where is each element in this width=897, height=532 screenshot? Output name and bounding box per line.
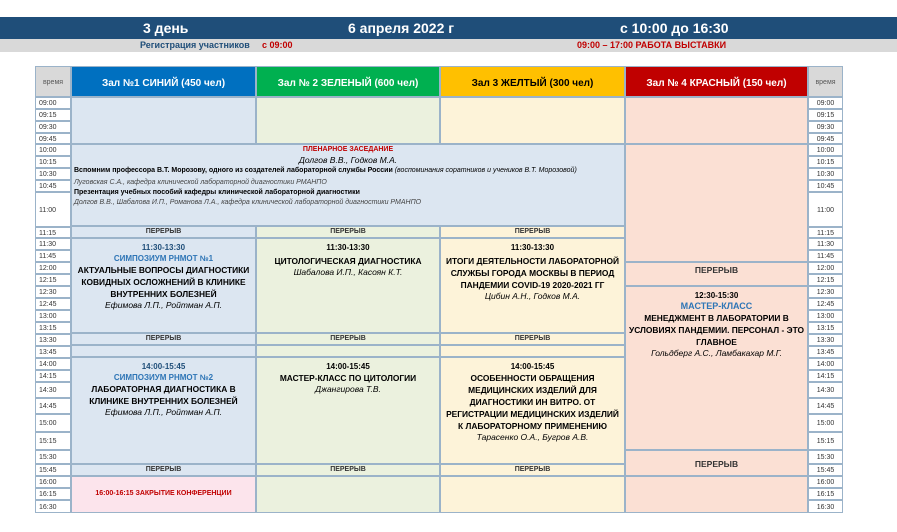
plenary-title: ПЛЕНАРНОЕ ЗАСЕДАНИЕ [302,146,394,153]
time-cell-right: 13:30 [808,334,843,346]
time-cell-left: 15:15 [35,432,71,450]
time-cell-left: 16:00 [35,476,71,488]
hall2-s2-authors: Джангирова Т.В. [315,384,381,394]
time-cell-left: 13:45 [35,346,71,358]
time-cell-right: 11:45 [808,250,843,262]
time-header-right: время [808,66,843,97]
time-cell-left: 15:45 [35,464,71,476]
hall4-break-2: ПЕРЕРЫВ [625,450,808,476]
time-cell-right: 16:30 [808,500,843,513]
time-cell-left: 10:45 [35,180,71,192]
time-cell-left: 13:15 [35,322,71,334]
time-cell-right: 15:00 [808,414,843,432]
time-cell-right: 10:30 [808,168,843,180]
hall4-m-name: МАСТЕР-КЛАСС [680,301,753,311]
time-cell-right: 12:30 [808,286,843,298]
hall4-master-class [625,286,808,450]
time-cell-left: 13:00 [35,310,71,322]
hall3-break-2: ПЕРЕРЫВ [440,333,625,345]
hall1-s2-title: ЛАБОРАТОРНАЯ ДИАГНОСТИКА В КЛИНИКЕ ВНУТРЕННИХ БОЛЕЗНЕЙ [89,384,238,406]
time-cell-right: 09:30 [808,121,843,133]
time-cell-left: 12:15 [35,274,71,286]
time-cell-left: 09:45 [35,133,71,144]
time-cell-right: 16:15 [808,488,843,500]
time-cell-right: 11:30 [808,238,843,250]
time-cell-right: 14:00 [808,358,843,370]
time-cell-left: 15:30 [35,450,71,464]
registration-time: с 09:00 [262,40,293,50]
time-cell-right: 15:30 [808,450,843,464]
time-cell-right: 13:45 [808,346,843,358]
plenary-talk1-bold: Вспомним профессора В.Т. Морозову, одного из создателей лабораторной службы России [74,167,393,174]
hall3-break-3: ПЕРЕРЫВ [440,464,625,476]
time-cell-right: 11:00 [808,192,843,227]
hall4-morning-empty [625,97,808,144]
time-cell-left: 10:00 [35,144,71,156]
exhibition-label: 09:00 – 17:00 РАБОТА ВЫСТАВКИ [577,40,727,50]
time-cell-right: 12:00 [808,262,843,274]
hall3-morning-empty [440,97,625,144]
hall4-m-title: МЕНЕДЖМЕНТ В ЛАБОРАТОРИИ В УСЛОВИЯХ ПАНДЕМИИ. ПЕРСОНАЛ - ЭТО ГЛАВНОЕ [628,313,804,347]
hall2-session-2 [256,357,440,464]
hall3-session-1 [440,238,625,333]
hall3-end-empty [440,476,625,513]
hall2-break-1: ПЕРЕРЫВ [256,226,440,238]
plenary-talk1-authors: Луговская С.А., кафедра клинической лабораторной диагностики РМАНПО [74,179,327,186]
hall4-end-empty [625,476,808,513]
time-cell-right: 12:15 [808,274,843,286]
hall2-s2-time: 14:00-15:45 [326,362,370,371]
hall1-gap [71,345,256,357]
time-cell-left: 09:30 [35,121,71,133]
plenary-talk2-authors: Долгов В.В., Шабалова И.П., Романова Л.А., кафедра клинической лабораторной диагностики РМАНПО [74,199,422,206]
plenary-authors: Долгов В.В., Годков М.А. [298,155,398,165]
hall1-symposium-2 [71,357,256,464]
plenary-talk1-rest: (воспоминания соратников и учеников В.Т. Морозовой) [394,167,577,174]
time-cell-left: 10:15 [35,156,71,168]
hall2-morning-empty [256,97,440,144]
time-cell-left: 16:15 [35,488,71,500]
hall1-break-2: ПЕРЕРЫВ [71,333,256,345]
time-cell-left: 13:30 [35,334,71,346]
hall3-s1-time: 11:30-13:30 [510,243,555,252]
hall1-symposium-1 [71,238,256,333]
hall1-morning-empty [71,97,256,144]
hall1-s1-name: СИМПОЗИУМ РНМОТ №1 [113,254,214,263]
time-cell-left: 14:30 [35,382,71,398]
hall3-header: Зал 3 ЖЕЛТЫЙ (300 чел) [440,66,625,97]
time-cell-right: 12:45 [808,298,843,310]
time-cell-right: 10:00 [808,144,843,156]
hall3-gap [440,345,625,357]
time-cell-right: 09:15 [808,109,843,121]
time-cell-left: 12:30 [35,286,71,298]
time-cell-left: 16:30 [35,500,71,513]
hall1-header: Зал №1 СИНИЙ (450 чел) [71,66,256,97]
registration-label: Регистрация участников [140,40,250,50]
time-cell-right: 14:45 [808,398,843,414]
time-cell-left: 11:45 [35,250,71,262]
hall3-s2-authors: Тарасенко О.А., Бугров А.В. [476,432,589,442]
hall2-break-3: ПЕРЕРЫВ [256,464,440,476]
time-cell-right: 10:15 [808,156,843,168]
sub-banner [0,39,897,52]
time-cell-right: 14:15 [808,370,843,382]
time-cell-left: 15:00 [35,414,71,432]
time-cell-left: 11:30 [35,238,71,250]
hall4-empty-1 [625,144,808,262]
time-cell-left: 09:15 [35,109,71,121]
date-label: 6 апреля 2022 г [348,20,455,36]
schedule-grid [35,66,843,513]
hall1-s1-authors: Ефимова Л.П., Ройтман А.П. [105,300,222,310]
hall1-s2-authors: Ефимова Л.П., Ройтман А.П. [105,407,222,417]
time-header-left: время [35,66,71,97]
time-cell-left: 14:15 [35,370,71,382]
time-cell-right: 16:00 [808,476,843,488]
time-cell-left: 11:00 [35,192,71,227]
hall2-gap [256,345,440,357]
hall2-header: Зал № 2 ЗЕЛЕНЫЙ (600 чел) [256,66,440,97]
day-label: 3 день [143,20,189,36]
hall3-s2-time: 14:00-15:45 [510,362,555,371]
hall1-break-3: ПЕРЕРЫВ [71,464,256,476]
hours-label: с 10:00 до 16:30 [620,20,729,36]
time-cell-left: 14:00 [35,358,71,370]
time-cell-left: 14:45 [35,398,71,414]
time-cell-left: 12:00 [35,262,71,274]
hall4-header: Зал № 4 КРАСНЫЙ (150 чел) [625,66,808,97]
hall3-break-1: ПЕРЕРЫВ [440,226,625,238]
hall2-end-empty [256,476,440,513]
time-cell-left: 12:45 [35,298,71,310]
plenary-session [71,144,625,226]
time-cell-right: 10:45 [808,180,843,192]
time-cell-right: 15:45 [808,464,843,476]
time-cell-right: 09:45 [808,133,843,144]
time-cell-right: 09:00 [808,97,843,109]
hall2-break-2: ПЕРЕРЫВ [256,333,440,345]
hall1-closing: 16:00-16:15 ЗАКРЫТИЕ КОНФЕРЕНЦИИ [71,476,256,513]
hall2-session-1 [256,238,440,333]
hall2-s2-title: МАСТЕР-КЛАСС ПО ЦИТОЛОГИИ [279,373,417,383]
hall4-m-time: 12:30-15:30 [694,291,739,300]
hall3-session-2 [440,357,625,464]
time-cell-right: 14:30 [808,382,843,398]
hall1-s1-time: 11:30-13:30 [141,243,186,252]
hall2-s1-time: 11:30-13:30 [326,243,370,252]
day-banner [0,17,897,39]
plenary-talk2: Презентация учебных пособий кафедры клинической лабораторной диагностики [74,189,360,196]
time-cell-right: 11:15 [808,227,843,238]
hall3-s2-title: ОСОБЕННОСТИ ОБРАЩЕНИЯ МЕДИЦИНСКИХ ИЗДЕЛИЙ ДЛЯ ДИАГНОСТИКИ ИН ВИТРО. ОТ РЕГИСТРАЦИИ МЕДИЦИНСКИХ ИЗДЕЛИЙ К ЛАБОРАТОРНОМУ ПРИМЕНЕНИЮ [446,373,619,431]
hall2-s1-authors: Шабалова И.П., Касоян К.Т. [293,267,403,277]
hall2-s1-title: ЦИТОЛОГИЧЕСКАЯ ДИАГНОСТИКА [274,256,422,266]
time-cell-left: 10:30 [35,168,71,180]
time-cell-right: 13:15 [808,322,843,334]
hall3-s1-title: ИТОГИ ДЕЯТЕЛЬНОСТИ ЛАБОРАТОРНОЙ СЛУЖБЫ ГОРОДА МОСКВЫ В ПЕРИОД ПАНДЕМИИ COVID-19 2020-2021 ГГ [445,256,620,290]
hall3-s1-authors: Цибин А.Н., Годков М.А. [484,291,581,301]
time-cell-left: 09:00 [35,97,71,109]
hall1-break-1: ПЕРЕРЫВ [71,226,256,238]
hall4-break-1: ПЕРЕРЫВ [625,262,808,286]
hall4-m-authors: Гольдберг А.С., Ламбакахар М.Г. [651,348,782,358]
hall1-s2-name: СИМПОЗИУМ РНМОТ №2 [113,373,214,382]
hall1-s2-time: 14:00-15:45 [141,362,186,371]
time-cell-right: 13:00 [808,310,843,322]
hall1-s1-title: АКТУАЛЬНЫЕ ВОПРОСЫ ДИАГНОСТИКИ КОВИДНЫХ ОСЛОЖНЕНИЙ В КЛИНИКЕ ВНУТРЕННИХ БОЛЕЗНЕЙ [77,265,250,299]
time-cell-left: 11:15 [35,227,71,238]
time-cell-right: 15:15 [808,432,843,450]
